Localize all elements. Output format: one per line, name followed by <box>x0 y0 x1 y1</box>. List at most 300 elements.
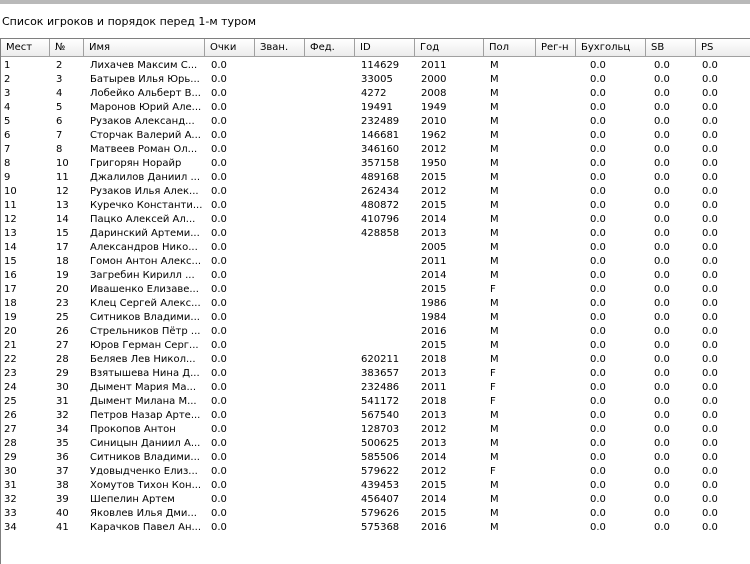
col-ps-cell: 0.0 <box>702 270 718 281</box>
col-sex-cell: M <box>490 480 499 491</box>
col-ps-cell: 0.0 <box>702 298 718 309</box>
col-place-cell: 31 <box>4 480 17 491</box>
col-region-cell <box>536 367 576 381</box>
col-year-cell: 2008 <box>421 88 447 99</box>
col-sb-cell: 0.0 <box>654 270 670 281</box>
col-id-cell: 262434 <box>361 186 400 197</box>
window-title-bar <box>0 0 750 38</box>
col-ps-cell: 0.0 <box>702 326 718 337</box>
col-name-cell: Карачков Павел Ан... <box>90 522 202 533</box>
column-header-sex[interactable]: Пол <box>484 39 536 57</box>
col-points-cell: 0.0 <box>211 214 227 225</box>
col-title-cell <box>255 283 305 297</box>
table-row[interactable] <box>1 395 750 409</box>
col-federation-cell <box>305 465 355 479</box>
table-row[interactable] <box>1 87 750 101</box>
col-ps-cell: 0.0 <box>702 438 718 449</box>
col-id-cell: 567540 <box>361 410 400 421</box>
col-region-cell <box>536 297 576 311</box>
col-year-cell: 1962 <box>421 130 447 141</box>
col-ps-cell: 0.0 <box>702 284 718 295</box>
col-sb-cell: 0.0 <box>654 368 670 379</box>
col-region-cell <box>536 227 576 241</box>
col-federation-cell <box>305 353 355 367</box>
col-federation-cell <box>305 437 355 451</box>
table-row[interactable] <box>1 409 750 423</box>
col-sex-cell: M <box>490 424 499 435</box>
table-row[interactable] <box>1 101 750 115</box>
table-row[interactable] <box>1 325 750 339</box>
col-number-cell: 31 <box>56 396 69 407</box>
col-sb-cell: 0.0 <box>654 214 670 225</box>
col-number-cell: 41 <box>56 522 69 533</box>
col-id-cell: 383657 <box>361 368 400 379</box>
col-place-cell: 17 <box>4 284 17 295</box>
column-header-year[interactable]: Год <box>415 39 484 57</box>
col-name-cell: Ситников Владими... <box>90 312 200 323</box>
players-list-view[interactable] <box>0 38 750 564</box>
col-place-cell: 2 <box>4 74 11 85</box>
col-sb-cell: 0.0 <box>654 312 670 323</box>
table-row[interactable] <box>1 59 750 73</box>
col-place-cell: 16 <box>4 270 17 281</box>
col-sex-cell: M <box>490 326 499 337</box>
col-federation-cell <box>305 129 355 143</box>
col-points-cell: 0.0 <box>211 200 227 211</box>
table-row[interactable] <box>1 213 750 227</box>
col-number-cell: 20 <box>56 284 69 295</box>
col-buchholz-cell: 0.0 <box>590 326 606 337</box>
col-sex-cell: M <box>490 186 499 197</box>
col-name-cell: Беляев Лев Никол... <box>90 354 196 365</box>
col-title-cell <box>255 213 305 227</box>
col-title-cell <box>255 101 305 115</box>
col-id-cell: 579622 <box>361 466 400 477</box>
table-row[interactable] <box>1 297 750 311</box>
col-place-cell: 21 <box>4 340 17 351</box>
col-buchholz-cell: 0.0 <box>590 270 606 281</box>
col-buchholz-cell: 0.0 <box>590 144 606 155</box>
col-number-cell: 12 <box>56 186 69 197</box>
col-number-cell: 6 <box>56 116 63 127</box>
col-points-cell: 0.0 <box>211 74 227 85</box>
col-number-cell: 15 <box>56 228 69 239</box>
col-region-cell <box>536 311 576 325</box>
table-row[interactable] <box>1 465 750 479</box>
col-buchholz-cell: 0.0 <box>590 298 606 309</box>
col-id-cell <box>355 311 415 325</box>
col-title-cell <box>255 437 305 451</box>
col-region-cell <box>536 199 576 213</box>
col-buchholz-cell: 0.0 <box>590 312 606 323</box>
col-ps-cell: 0.0 <box>702 88 718 99</box>
col-ps-cell: 0.0 <box>702 116 718 127</box>
col-ps-cell: 0.0 <box>702 480 718 491</box>
col-points-cell: 0.0 <box>211 242 227 253</box>
table-row[interactable] <box>1 507 750 521</box>
col-points-cell: 0.0 <box>211 88 227 99</box>
col-buchholz-cell: 0.0 <box>590 158 606 169</box>
col-federation-cell <box>305 269 355 283</box>
col-name-cell: Рузаков Илья Алек... <box>90 186 199 197</box>
col-sex-cell: F <box>490 368 496 379</box>
col-number-cell: 30 <box>56 382 69 393</box>
column-header-name[interactable]: Имя <box>84 39 205 57</box>
col-points-cell: 0.0 <box>211 410 227 421</box>
col-buchholz-cell: 0.0 <box>590 522 606 533</box>
col-federation-cell <box>305 395 355 409</box>
col-federation-cell <box>305 115 355 129</box>
col-ps-cell: 0.0 <box>702 508 718 519</box>
col-title-cell <box>255 255 305 269</box>
col-federation-cell <box>305 381 355 395</box>
col-sex-cell: M <box>490 214 499 225</box>
col-number-cell: 25 <box>56 312 69 323</box>
col-title-cell <box>255 325 305 339</box>
col-buchholz-cell: 0.0 <box>590 256 606 267</box>
col-name-cell: Дымент Милана М... <box>90 396 197 407</box>
col-id-cell: 114629 <box>361 60 400 71</box>
col-sb-cell: 0.0 <box>654 508 670 519</box>
col-number-cell: 4 <box>56 88 63 99</box>
col-region-cell <box>536 423 576 437</box>
col-sb-cell: 0.0 <box>654 74 670 85</box>
col-number-cell: 38 <box>56 480 69 491</box>
col-points-cell: 0.0 <box>211 368 227 379</box>
col-name-cell: Рузаков Александ... <box>90 116 195 127</box>
column-header-id[interactable]: ID <box>355 39 415 57</box>
col-sex-cell: M <box>490 88 499 99</box>
table-row[interactable] <box>1 171 750 185</box>
col-ps-cell: 0.0 <box>702 214 718 225</box>
col-sex-cell: M <box>490 256 499 267</box>
col-points-cell: 0.0 <box>211 172 227 183</box>
col-ps-cell: 0.0 <box>702 102 718 113</box>
col-place-cell: 18 <box>4 298 17 309</box>
col-number-cell: 2 <box>56 60 63 71</box>
col-id-cell: 128703 <box>361 424 400 435</box>
col-buchholz-cell: 0.0 <box>590 102 606 113</box>
col-name-cell: Яковлев Илья Дми... <box>90 508 197 519</box>
col-points-cell: 0.0 <box>211 270 227 281</box>
col-year-cell: 2013 <box>421 228 447 239</box>
column-header-number[interactable]: № <box>50 39 84 57</box>
table-row[interactable] <box>1 423 750 437</box>
col-sex-cell: M <box>490 298 499 309</box>
table-row[interactable] <box>1 227 750 241</box>
col-sb-cell: 0.0 <box>654 284 670 295</box>
table-row[interactable] <box>1 241 750 255</box>
col-title-cell <box>255 59 305 73</box>
col-federation-cell <box>305 101 355 115</box>
col-federation-cell <box>305 479 355 493</box>
col-name-cell: Петров Назар Арте... <box>90 410 201 421</box>
table-row[interactable] <box>1 339 750 353</box>
col-number-cell: 26 <box>56 326 69 337</box>
col-year-cell: 2014 <box>421 270 447 281</box>
col-points-cell: 0.0 <box>211 452 227 463</box>
col-id-cell: 579626 <box>361 508 400 519</box>
column-header-place[interactable]: Мест <box>1 39 50 57</box>
table-row[interactable] <box>1 437 750 451</box>
table-row[interactable] <box>1 143 750 157</box>
col-name-cell: Прокопов Антон <box>90 424 176 435</box>
col-id-cell: 575368 <box>361 522 400 533</box>
col-buchholz-cell: 0.0 <box>590 74 606 85</box>
col-sb-cell: 0.0 <box>654 158 670 169</box>
col-ps-cell: 0.0 <box>702 74 718 85</box>
table-row[interactable] <box>1 311 750 325</box>
col-sex-cell: M <box>490 452 499 463</box>
column-header-title[interactable]: Зван. <box>255 39 305 57</box>
col-sb-cell: 0.0 <box>654 480 670 491</box>
col-id-cell: 4272 <box>361 88 387 99</box>
col-buchholz-cell: 0.0 <box>590 214 606 225</box>
col-federation-cell <box>305 451 355 465</box>
col-region-cell <box>536 507 576 521</box>
col-sb-cell: 0.0 <box>654 228 670 239</box>
col-buchholz-cell: 0.0 <box>590 186 606 197</box>
col-buchholz-cell: 0.0 <box>590 88 606 99</box>
col-buchholz-cell: 0.0 <box>590 480 606 491</box>
col-year-cell: 2012 <box>421 186 447 197</box>
col-sex-cell: M <box>490 312 499 323</box>
col-place-cell: 23 <box>4 368 17 379</box>
col-federation-cell <box>305 213 355 227</box>
col-id-cell: 232489 <box>361 116 400 127</box>
col-name-cell: Дымент Мария Ма... <box>90 382 197 393</box>
table-row[interactable] <box>1 185 750 199</box>
table-header <box>1 39 750 57</box>
col-name-cell: Загребин Кирилл ... <box>90 270 195 281</box>
col-id-cell <box>355 255 415 269</box>
col-buchholz-cell: 0.0 <box>590 382 606 393</box>
col-federation-cell <box>305 255 355 269</box>
col-name-cell: Матвеев Роман Ол... <box>90 144 198 155</box>
col-sex-cell: M <box>490 270 499 281</box>
col-buchholz-cell: 0.0 <box>590 508 606 519</box>
col-number-cell: 17 <box>56 242 69 253</box>
col-region-cell <box>536 465 576 479</box>
col-number-cell: 11 <box>56 172 69 183</box>
col-place-cell: 15 <box>4 256 17 267</box>
col-place-cell: 34 <box>4 522 17 533</box>
col-place-cell: 1 <box>4 60 11 71</box>
col-ps-cell: 0.0 <box>702 522 718 533</box>
col-name-cell: Шепелин Артем <box>90 494 175 505</box>
col-points-cell: 0.0 <box>211 326 227 337</box>
col-place-cell: 33 <box>4 508 17 519</box>
column-header-sb[interactable]: SB <box>646 39 696 57</box>
col-region-cell <box>536 409 576 423</box>
col-region-cell <box>536 213 576 227</box>
col-number-cell: 39 <box>56 494 69 505</box>
col-federation-cell <box>305 325 355 339</box>
col-ps-cell: 0.0 <box>702 200 718 211</box>
col-points-cell: 0.0 <box>211 382 227 393</box>
column-header-points[interactable]: Очки <box>205 39 255 57</box>
col-buchholz-cell: 0.0 <box>590 172 606 183</box>
table-row[interactable] <box>1 199 750 213</box>
col-title-cell <box>255 185 305 199</box>
col-sex-cell: M <box>490 144 499 155</box>
column-header-federation[interactable]: Фед. <box>305 39 355 57</box>
col-sb-cell: 0.0 <box>654 522 670 533</box>
col-ps-cell: 0.0 <box>702 256 718 267</box>
col-sb-cell: 0.0 <box>654 172 670 183</box>
col-points-cell: 0.0 <box>211 298 227 309</box>
col-points-cell: 0.0 <box>211 284 227 295</box>
col-name-cell: Клец Сергей Алекс... <box>90 298 201 309</box>
col-ps-cell: 0.0 <box>702 410 718 421</box>
col-id-cell: 480872 <box>361 200 400 211</box>
col-points-cell: 0.0 <box>211 396 227 407</box>
col-id-cell: 232486 <box>361 382 400 393</box>
col-name-cell: Лобейко Альберт В... <box>90 88 201 99</box>
col-name-cell: Джалилов Даниил ... <box>90 172 201 183</box>
col-sb-cell: 0.0 <box>654 200 670 211</box>
col-name-cell: Удовыдченко Елиз... <box>90 466 198 477</box>
col-title-cell <box>255 521 305 535</box>
col-name-cell: Взятышева Нина Д... <box>90 368 200 379</box>
table-row[interactable] <box>1 521 750 535</box>
table-row[interactable] <box>1 157 750 171</box>
col-year-cell: 2014 <box>421 494 447 505</box>
col-sb-cell: 0.0 <box>654 452 670 463</box>
col-sex-cell: F <box>490 382 496 393</box>
col-points-cell: 0.0 <box>211 116 227 127</box>
col-number-cell: 36 <box>56 452 69 463</box>
col-name-cell: Ивашенко Елизаве... <box>90 284 199 295</box>
col-buchholz-cell: 0.0 <box>590 354 606 365</box>
col-name-cell: Ситников Владими... <box>90 452 200 463</box>
col-sex-cell: F <box>490 396 496 407</box>
col-points-cell: 0.0 <box>211 480 227 491</box>
col-buchholz-cell: 0.0 <box>590 466 606 477</box>
col-year-cell: 2015 <box>421 284 447 295</box>
col-id-cell: 456407 <box>361 494 400 505</box>
table-row[interactable] <box>1 493 750 507</box>
col-sb-cell: 0.0 <box>654 256 670 267</box>
col-year-cell: 1984 <box>421 312 447 323</box>
col-title-cell <box>255 297 305 311</box>
col-region-cell <box>536 73 576 87</box>
col-name-cell: Маронов Юрий Але... <box>90 102 202 113</box>
col-region-cell <box>536 129 576 143</box>
col-points-cell: 0.0 <box>211 522 227 533</box>
col-year-cell: 2011 <box>421 382 447 393</box>
col-id-cell: 346160 <box>361 144 400 155</box>
col-year-cell: 2012 <box>421 466 447 477</box>
col-sex-cell: M <box>490 242 499 253</box>
col-points-cell: 0.0 <box>211 424 227 435</box>
col-federation-cell <box>305 87 355 101</box>
col-name-cell: Гомон Антон Алекс... <box>90 256 202 267</box>
col-id-cell <box>355 339 415 353</box>
col-buchholz-cell: 0.0 <box>590 410 606 421</box>
col-region-cell <box>536 255 576 269</box>
col-sb-cell: 0.0 <box>654 494 670 505</box>
col-federation-cell <box>305 367 355 381</box>
col-sb-cell: 0.0 <box>654 88 670 99</box>
col-federation-cell <box>305 59 355 73</box>
col-year-cell: 2000 <box>421 74 447 85</box>
col-year-cell: 2015 <box>421 480 447 491</box>
col-id-cell: 500625 <box>361 438 400 449</box>
table-row[interactable] <box>1 73 750 87</box>
table-row[interactable] <box>1 269 750 283</box>
col-points-cell: 0.0 <box>211 508 227 519</box>
table-row[interactable] <box>1 367 750 381</box>
col-id-cell <box>355 297 415 311</box>
table-row[interactable] <box>1 115 750 129</box>
col-number-cell: 32 <box>56 410 69 421</box>
col-sex-cell: M <box>490 494 499 505</box>
col-sex-cell: M <box>490 158 499 169</box>
col-name-cell: Лихачев Максим С... <box>90 60 198 71</box>
col-title-cell <box>255 395 305 409</box>
col-place-cell: 26 <box>4 410 17 421</box>
col-sb-cell: 0.0 <box>654 326 670 337</box>
col-federation-cell <box>305 143 355 157</box>
table-row[interactable] <box>1 353 750 367</box>
table-row[interactable] <box>1 129 750 143</box>
column-header-ps[interactable]: PS <box>696 39 750 57</box>
col-place-cell: 22 <box>4 354 17 365</box>
col-title-cell <box>255 311 305 325</box>
col-title-cell <box>255 115 305 129</box>
col-number-cell: 8 <box>56 144 63 155</box>
col-region-cell <box>536 437 576 451</box>
col-federation-cell <box>305 521 355 535</box>
table-row[interactable] <box>1 255 750 269</box>
table-row[interactable] <box>1 283 750 297</box>
col-region-cell <box>536 395 576 409</box>
table-row[interactable] <box>1 451 750 465</box>
col-federation-cell <box>305 227 355 241</box>
col-title-cell <box>255 87 305 101</box>
col-federation-cell <box>305 283 355 297</box>
col-points-cell: 0.0 <box>211 228 227 239</box>
col-year-cell: 2014 <box>421 214 447 225</box>
col-buchholz-cell: 0.0 <box>590 130 606 141</box>
col-name-cell: Александров Нико... <box>90 242 198 253</box>
col-id-cell: 585506 <box>361 452 400 463</box>
col-place-cell: 14 <box>4 242 17 253</box>
col-number-cell: 28 <box>56 354 69 365</box>
col-year-cell: 2013 <box>421 438 447 449</box>
col-number-cell: 29 <box>56 368 69 379</box>
col-name-cell: Батырев Илья Юрь... <box>90 74 200 85</box>
col-federation-cell <box>305 171 355 185</box>
col-title-cell <box>255 73 305 87</box>
column-header-region[interactable]: Рег-н <box>536 39 576 57</box>
col-id-cell: 357158 <box>361 158 400 169</box>
col-place-cell: 6 <box>4 130 11 141</box>
col-points-cell: 0.0 <box>211 354 227 365</box>
col-buchholz-cell: 0.0 <box>590 200 606 211</box>
col-name-cell: Пацко Алексей Ал... <box>90 214 196 225</box>
col-name-cell: Юров Герман Серг... <box>90 340 199 351</box>
col-sex-cell: M <box>490 102 499 113</box>
col-place-cell: 28 <box>4 438 17 449</box>
col-ps-cell: 0.0 <box>702 494 718 505</box>
col-sb-cell: 0.0 <box>654 354 670 365</box>
table-row[interactable] <box>1 479 750 493</box>
table-row[interactable] <box>1 381 750 395</box>
col-buchholz-cell: 0.0 <box>590 340 606 351</box>
column-header-buchholz[interactable]: Бухгольц <box>576 39 646 57</box>
